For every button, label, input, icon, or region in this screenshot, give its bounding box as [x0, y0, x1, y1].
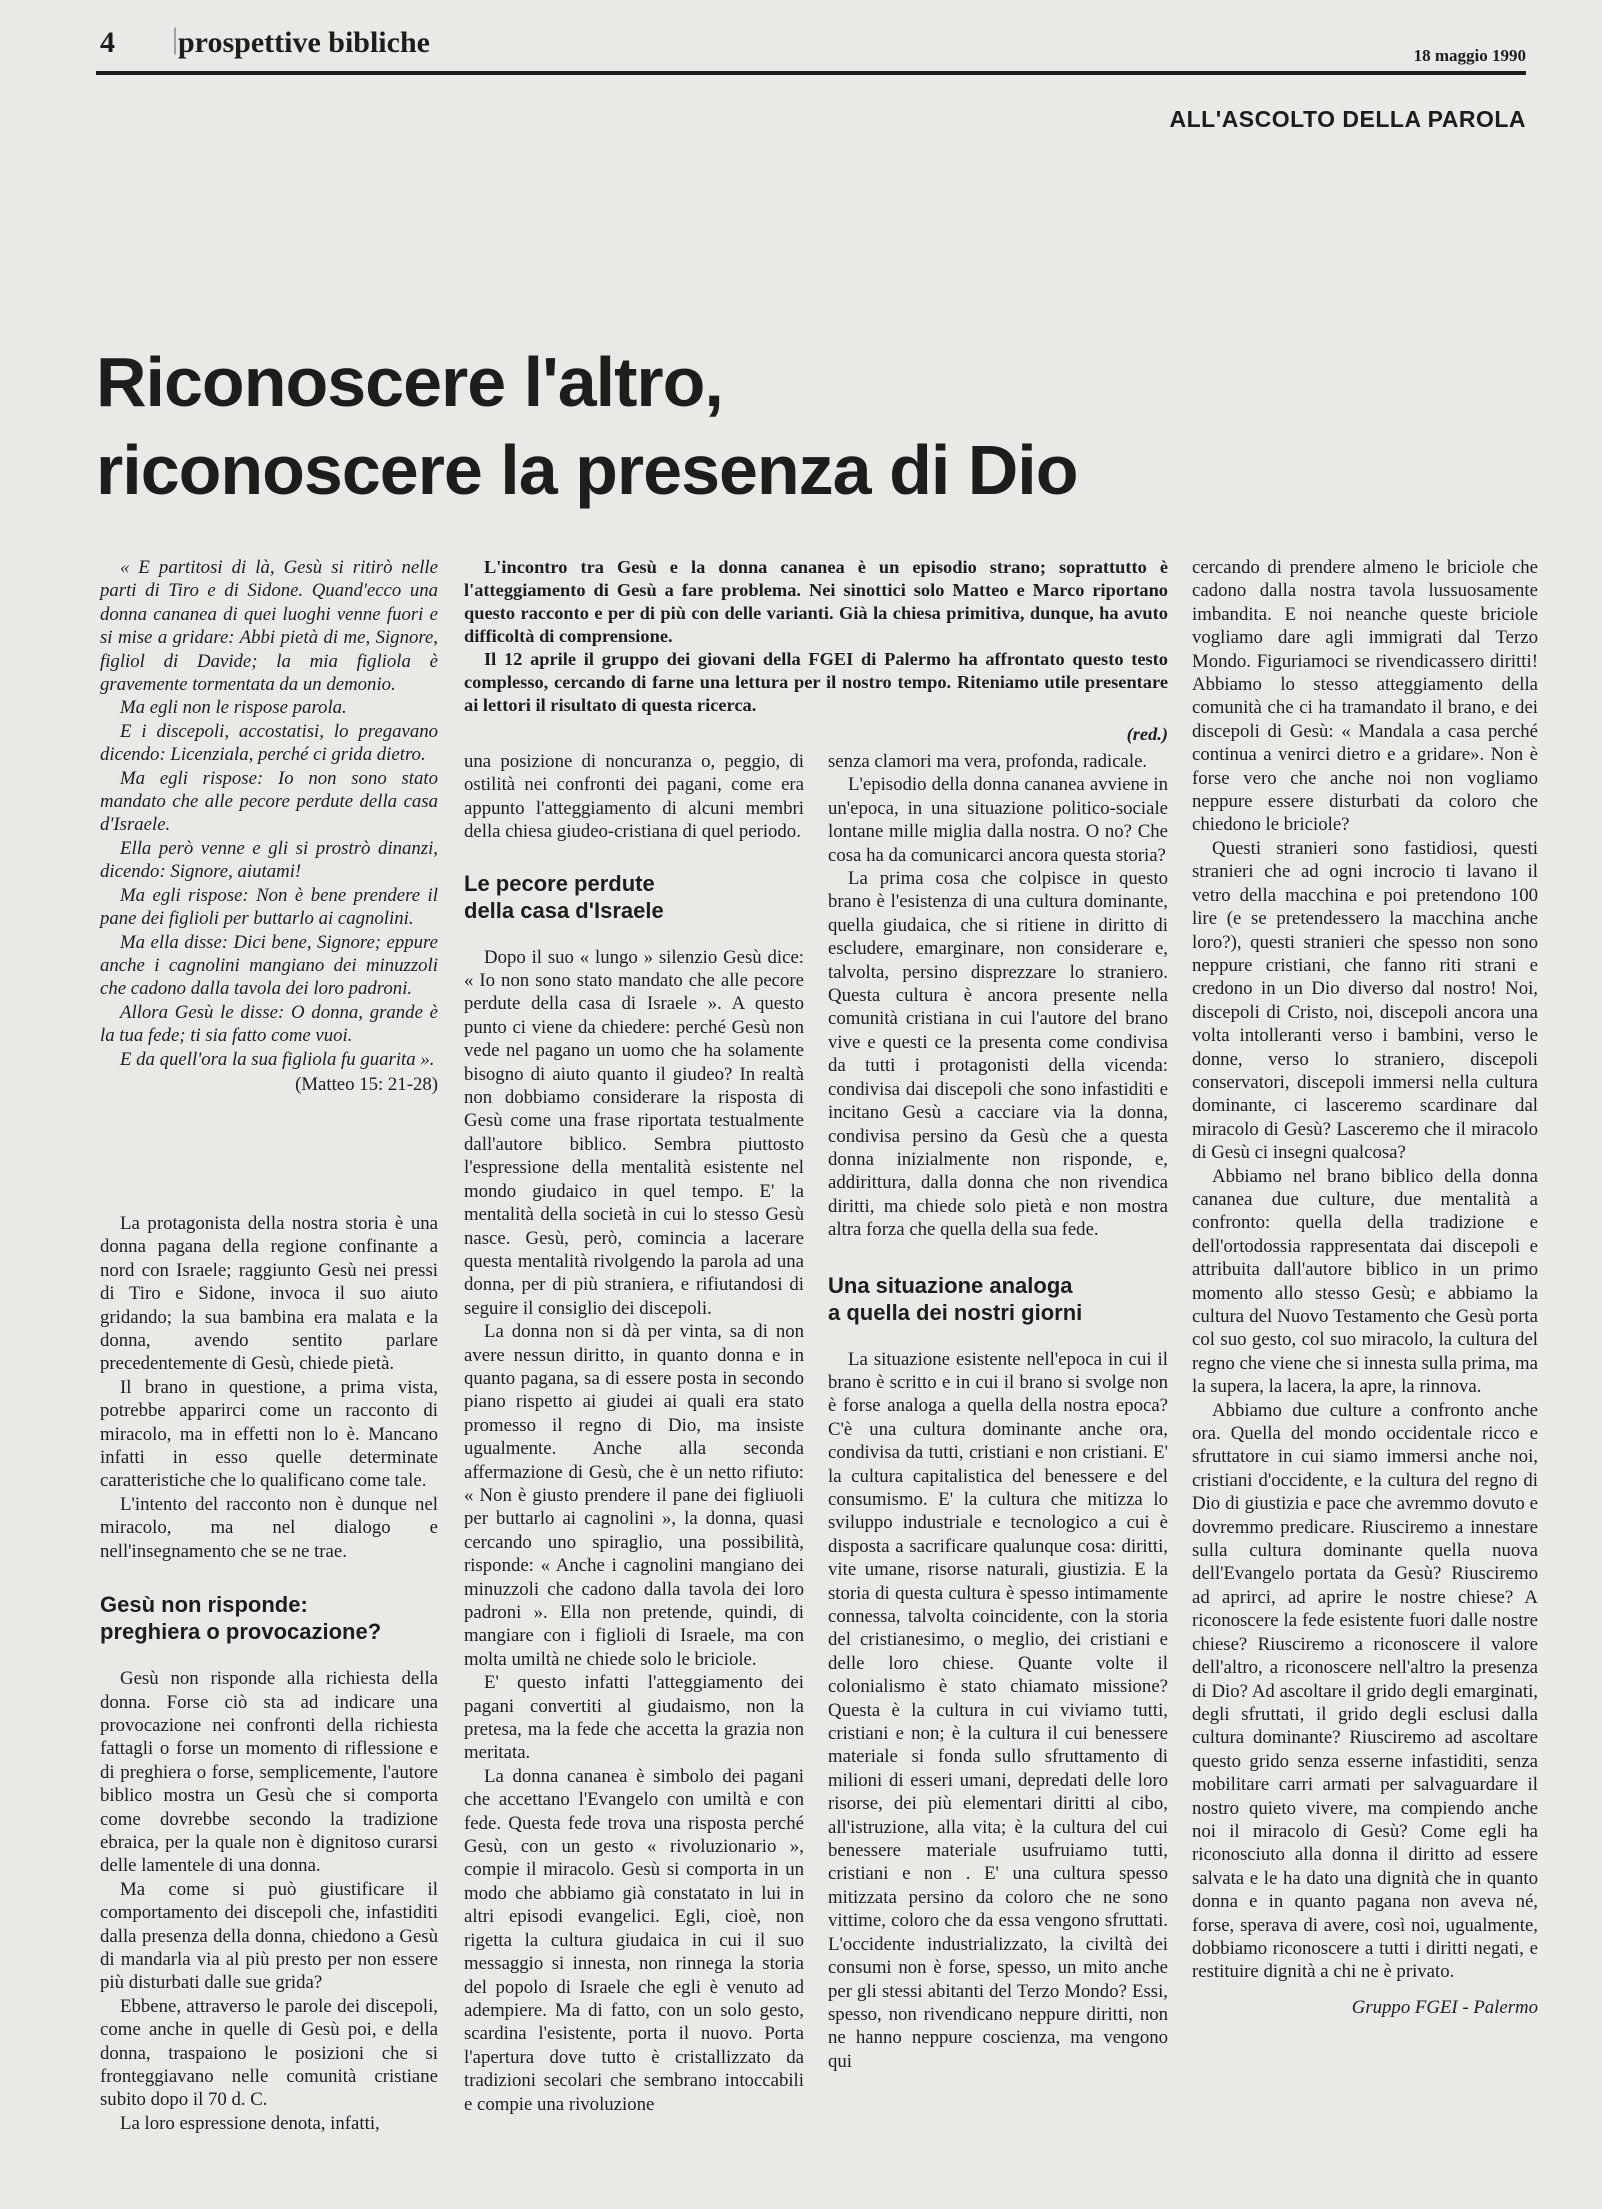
- subheading-2-line-2: della casa d'Israele: [464, 897, 664, 923]
- masthead-separator: |: [172, 22, 179, 55]
- body-paragraph: Dopo il suo « lungo » silenzio Gesù dice: « Io non sono stato mandato che alle pecore perdute della casa di Israele ». A questo punto ci viene da chiedere: perché Gesù non vede nel pagano un uomo che ha solamente bisogno di aiuto quanto il giudeo? In realtà non dobbiamo considerare la risposta di Gesù come una frase riportata testualmente dall'autore biblico. Sembra piuttosto l'espressione della mentalità esistente nel mondo giudaico in quel tempo. E' la mentalità della società in cui lo stesso Gesù nasce. Gesù, però, comincia a lacerare questa mentalità rivolgendo la parola ad una donna, per di più straniera, e rifiutandosi di seguire il consiglio dei discepoli.: [464, 946, 804, 1319]
- quote-paragraph: Ella però venne e gli si prostrò dinanzi, dicendo: Signore, aiutami!: [100, 837, 438, 883]
- body-paragraph: La donna cananea è simbolo dei pagani che accettano l'Evangelo con umiltà e con fede. Questa fede trova una risposta perché Gesù, con un gesto « rivoluzionario », compie il miracolo. Gesù si comporta in un modo che abbiamo già constatato in lui in altri episodi evangelici. Egli, cioè, non rigetta la cultura giudaica in cui il suo messaggio si innesta, non rinnega la storia del popolo di Israele che egli è venuto ad adempiere. Ma di fatto, con un solo gesto, scardina l'esistente, porta il nuovo. Porta l'apertura dove tutto è cristallizzato da tradizioni secolari che sembrano intoccabili e compie una rivoluzione: [464, 1765, 804, 2115]
- column-4-body: [1192, 556, 1538, 2186]
- quote-paragraph: Ma egli rispose: Io non sono stato mandato che alle pecore perdute della casa d'Israele.: [100, 767, 438, 836]
- header-rule: [96, 71, 1526, 75]
- subheading-1: [100, 1591, 438, 1645]
- body-paragraph: Ebbene, attraverso le parole dei discepoli, come anche in quelle di Gesù poi, e della donna, traspaiono le posizioni che si fronteggiavano nelle comunità cristiane subito dopo il 70 d. C.: [100, 1995, 438, 2111]
- subheading-1-line-2: preghiera o provocazione?: [100, 1619, 382, 1645]
- body-paragraph: Ma come si può giustificare il comportamento dei discepoli che, infastiditi dalla presenza della donna, chiedono a Gesù di mandarla via al più presto per non essere più disturbati dalle sue grida?: [100, 1878, 438, 1994]
- body-paragraph: La situazione esistente nell'epoca in cui il brano è scritto e in cui il brano si svolge non è forse analoga a quella della nostra epoca? C'è una cultura dominante anche ora, condivisa da tutti, cristiani e non cristiani. E' la cultura capitalistica del benessere e del consumismo. E' la cultura che mitizza lo sviluppo industriale e tecnologico a cui è disposta a sacrificare qualunque cosa: diritti, vite umane, risorse naturali, giustizia. E la storia di questa cultura è spesso intimamente connessa, talvolta coincidente, con la storia del cristianesimo, o meglio, dei cristiani e delle loro chiese. Quante volte il colonialismo è stato chiamato missione? Questa è la cultura in cui viviamo tutti, cristiani e non; è la cultura il cui benessere materiale si fonda sullo sfruttamento di milioni di esseri umani, depredati delle loro risorse, dei più elementari diritti al cibo, all'istruzione, alla vita; è la cultura del cui benessere materiale usufruiamo tutti, cristiani e non . E' una cultura spesso mitizzata persino da coloro che ne sono vittime, coloro che da essa vengono sfruttati. L'occidente industrializzato, la civiltà dei consumi non è forse, spesso, un mito anche per gli stessi abitanti del Terzo Mondo? Essi, spesso, non rivendicano neppure diritti, non ne hanno neppure coscienza, ma vengono qui: [828, 1348, 1168, 2072]
- intro-signature: (red.): [1126, 724, 1168, 744]
- quote-paragraph: Ma ella disse: Dici bene, Signore; eppure anche i cagnolini mangiano dei minuzzoli che cadono dalla tavola dei loro padroni.: [100, 931, 438, 1000]
- column-1-body: [100, 1212, 438, 2184]
- body-paragraph: L'episodio della donna cananea avviene in un'epoca, in una situazione politico-sociale lontane mille miglia dalla nostra. O no? Che cosa ha da comunicarci ancora questa storia?: [828, 774, 1168, 866]
- body-paragraph: Questi stranieri sono fastidiosi, questi stranieri che ad ogni incrocio ti lavano il vetro della macchina e poi pretendono 100 lire (e se pretendessero la macchina anche loro?), questi stranieri che spesso non sono neppure cristiani, che fanno riti strani e credono in un Dio diverso dal nostro! Noi, discepoli di Cristo, noi, discepoli ancora una volta intolleranti verso i bambini, verso le donne, verso lo straniero, discepoli conservatori, discepoli immersi nella cultura dominante, ci lasceremo scardinare dal miracolo di Gesù? Lasceremo che il miracolo di Gesù ci insegni qualcosa?: [1192, 837, 1538, 1164]
- body-paragraph: cercando di prendere almeno le briciole che cadono dalla nostra tavola lussuosamente imbandita. E noi neanche queste briciole vogliamo dare agli immigrati dal Terzo Mondo. Figuriamoci se rivendicassero diritti! Abbiamo lo stesso atteggiamento della comunità che ci ha tramandato il brano, e dei discepoli di Gesù: « Mandala a casa perché continua a venirci dietro e a gridare». Non è forse vero che anche noi non vogliamo neppure essere disturbati da coloro che chiedono le briciole?: [1192, 557, 1538, 836]
- subheading-2-line-1: Le pecore perdute: [464, 870, 655, 896]
- body-paragraph: senza clamori ma vera, profonda, radicale.: [828, 751, 1148, 772]
- quote-citation: (Matteo 15: 21-28): [295, 1073, 438, 1095]
- page-number: 4: [100, 26, 115, 59]
- body-paragraph: La loro espressione denota, infatti,: [120, 2112, 380, 2134]
- quote-paragraph: « E partitosi di là, Gesù si ritirò nelle parti di Tiro e di Sidone. Quand'ecco una donna cananea di quei luoghi venne fuori e si mise a gridare: Abbi pietà di me, Signore, figliol di Davide; la mia figliola è gravemente tormentata da un demonio.: [100, 557, 438, 696]
- quote-paragraph: E da quell'ora la sua figliola fu guarita ».: [120, 1048, 435, 1070]
- masthead-title: prospettive bibliche: [178, 26, 430, 59]
- body-paragraph: La prima cosa che colpisce in questo brano è l'esistenza di una cultura dominante, quella giudaica, che si ritiene in diritto di escludere, emarginare, non considerare e, talvolta, persino disprezzare lo straniero. Questa cultura è ancora presente nella comunità cristiana in cui l'autore del brano vive e questi ce la presenta come condivisa da tutti i protagonisti della vicenda: condivisa dai discepoli che sono infastiditi e incitano Gesù a cacciare via la donna, condivisa persino da Gesù che a questa donna inizialmente non risponde, e, addirittura, dalla donna che non rivendica diritti, ma chiede solo pietà e non mostra altra forza che quella della sua fede.: [828, 868, 1168, 1241]
- quote-paragraph: Ma egli rispose: Non è bene prendere il pane dei figlioli per buttarlo ai cagnolini.: [100, 884, 438, 930]
- title-line-1: Riconoscere l'altro,: [96, 343, 723, 421]
- scripture-quote: [100, 556, 438, 1174]
- subheading-1-line-1: Gesù non risponde:: [100, 1592, 308, 1618]
- subheading-2: [464, 870, 804, 924]
- quote-paragraph: E i discepoli, accostatisi, lo pregavano dicendo: Licenziala, perché ci grida dietro.: [100, 720, 438, 766]
- body-paragraph: La donna non si dà per vinta, sa di non avere nessun diritto, in quanto donna e in quanto pagana, sa di essere posta in secondo piano rispetto ai giudei ai quali era stato promesso il regno di Dio, ma insiste ugualmente. Anche alla seconda affermazione di Gesù, che è un netto rifiuto: « Non è giusto prendere il pane dei figliuoli per buttarlo ai cagnolini », la donna, quasi cercando uno spiraglio, una possibilità, risponde: « Anche i cagnolini mangiano dei minuzzoli che cadono dalla tavola dei loro padroni ». Ella non pretende, quindi, di mangiare con i figlioli di Israele, ma con molta umiltà ne chiede solo le briciole.: [464, 1321, 804, 1670]
- body-paragraph: E' questo infatti l'atteggiamento dei pagani convertiti al giudaismo, non la pretesa, ma la fede che accetta la grazia non meritata.: [464, 1672, 804, 1764]
- subheading-3-line-2: a quella dei nostri giorni: [828, 1299, 1083, 1325]
- column-3-body: [828, 750, 1168, 2186]
- article-signature: Gruppo FGEI - Palermo: [1351, 1996, 1538, 2018]
- subheading-3: [828, 1272, 1168, 1326]
- issue-date: 18 maggio 1990: [1413, 46, 1526, 65]
- body-paragraph: Gesù non risponde alla richiesta della donna. Forse ciò sta ad indicare una provocazione nei confronti della richiesta fattagli o forse un momento di riflessione e di preghiera o forse, semplicemente, l'autore biblico mostra un Gesù che si comporta come dovrebbe secondo la tradizione ebraica, per la quale non è dignitoso curarsi delle lamentele di una donna.: [100, 1668, 438, 1877]
- body-paragraph: L'intento del racconto non è dunque nel miracolo, ma nel dialogo e nell'insegnamento che se ne trae.: [100, 1493, 438, 1562]
- column-2-body: [464, 750, 804, 2186]
- body-paragraph: Il brano in questione, a prima vista, potrebbe apparirci come un racconto di miracolo, ma in effetti non lo è. Mancano infatti in esso quelle determinate caratteristiche che lo qualificano come tale.: [100, 1376, 438, 1492]
- subheading-3-line-1: Una situazione analoga: [828, 1272, 1073, 1298]
- editorial-intro: [464, 556, 1168, 744]
- quote-paragraph: Ma egli non le rispose parola.: [120, 697, 347, 719]
- body-paragraph: La protagonista della nostra storia è una donna pagana della regione confinante a nord con Israele; raggiunto Gesù nei pressi di Tiro e Sidone, invoca il suo aiuto gridando; la sua bambina era malata e la donna, avendo sentito parlare precedentemente di Gesù, chiede pietà.: [100, 1213, 438, 1375]
- body-paragraph: Abbiamo due culture a confronto anche ora. Quella del mondo occidentale ricco e sfruttatore in cui siamo immersi anche noi, cristiani d'occidente, e la cultura del regno di Dio di giustizia e pace che avremmo dovuto e dovremmo predicare. Riusciremo a innestare sulla cultura dominante quella nuova dell'Evangelo portata da Gesù? Riusciremo ad aprirci, ad aprire le nostre chiese? A riconoscere la fede esistente fuori dalle nostre chiese? Riusciremo a riconoscere il valore dell'altro, a riconoscere nell'altro la presenza di Dio? Ad ascoltare il grido degli emarginati, degli sfruttati, il grido degli esclusi dalla cultura dominante? Riusciremo ad ascoltare questo grido senza esserne infastiditi, senza mobilitare carri armati per salvaguardare il nostro quieto vivere, ma compiendo anche noi il miracolo di Gesù? Come egli ha riconosciuto alla donna il diritto ad essere salvata e le ha dato una dignità che in quanto donna e in quanto pagana non aveva né, forse, sperava di avere, così noi, ugualmente, dobbiamo riconoscere a tutti i diritti negati, e restituire dignità a chi ne è privato.: [1192, 1399, 1538, 1983]
- title-line-2: riconoscere la presenza di Dio: [96, 431, 1078, 509]
- section-label: ALL'ASCOLTO DELLA PAROLA: [1169, 106, 1526, 132]
- intro-paragraph: Il 12 aprile il gruppo dei giovani della FGEI di Palermo ha affrontato questo testo complesso, cercando di farne una lettura per il nostro tempo. Riteniamo utile presentare ai lettori il risultato di questa ricerca.: [464, 649, 1168, 715]
- article-title: [96, 338, 1396, 514]
- body-paragraph: Abbiamo nel brano biblico della donna cananea due culture, due mentalità a confronto: quella della tradizione e dell'ortodossia rappresentata dai discepoli e attribuita dall'autore biblico in un primo momento allo stesso Gesù; e abbiamo la cultura del Nuovo Testamento che Gesù porta col suo gesto, col suo miracolo, la cultura del regno che viene che si innesta sulla prima, ma la supera, la lacera, la apre, la rinnova.: [1192, 1165, 1538, 1398]
- body-paragraph: una posizione di noncuranza o, peggio, di ostilità nei confronti dei pagani, come era appunto l'atteggiamento di alcuni membri della chiesa giudeo-cristiana di quel periodo.: [464, 751, 804, 843]
- intro-paragraph: L'incontro tra Gesù e la donna cananea è un episodio strano; soprattutto è l'atteggiamento di Gesù a fare problema. Nei sinottici solo Matteo e Marco riportano questo racconto e per di più con delle varianti. Già la chiesa primitiva, dunque, ha avuto difficoltà di comprensione.: [464, 557, 1168, 646]
- quote-paragraph: Allora Gesù le disse: O donna, grande è la tua fede; ti sia fatto come vuoi.: [100, 1001, 438, 1047]
